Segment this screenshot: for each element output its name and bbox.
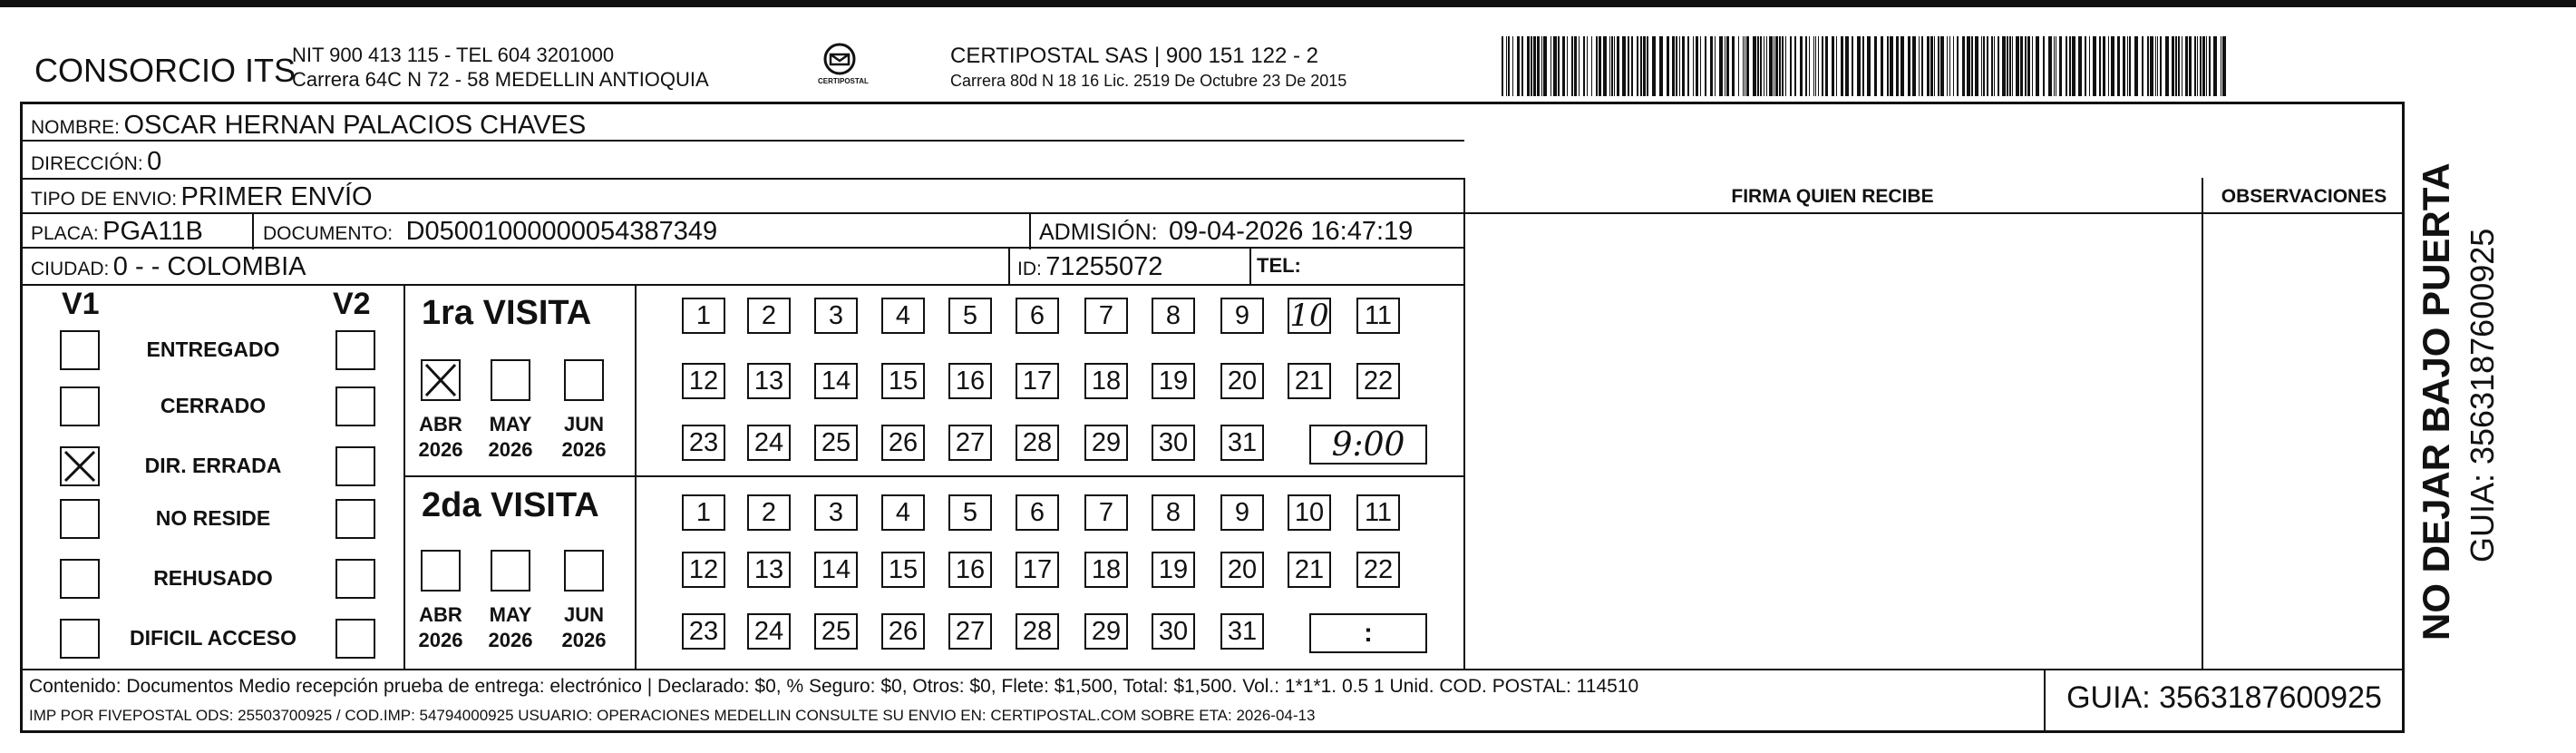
no-dejar-bajo-puerta: NO DEJAR BAJO PUERTA (2415, 162, 2457, 641)
visit2-day-box[interactable]: 22 (1356, 552, 1400, 588)
status-option-label: ENTREGADO (146, 337, 280, 361)
v2-label: V2 (333, 287, 371, 321)
direccion-value: 0 (147, 147, 162, 176)
visit2-day-box[interactable]: 29 (1084, 613, 1128, 650)
visit1-month-checkbox[interactable] (421, 359, 461, 401)
visit1-day-box[interactable]: 28 (1016, 425, 1059, 461)
visit1-day-box[interactable]: 14 (814, 363, 858, 399)
visit2-day-box[interactable]: 5 (948, 494, 992, 531)
admision-label: ADMISIÓN: (1039, 220, 1158, 245)
ciudad-value: 0 - - COLOMBIA (112, 252, 306, 281)
visit1-day-box[interactable]: 5 (948, 298, 992, 334)
barcode (1502, 36, 2227, 96)
visit2-day-box[interactable]: 27 (948, 613, 992, 650)
visit2-day-box[interactable]: 19 (1152, 552, 1195, 588)
status-v1-checkbox[interactable] (60, 446, 100, 486)
visit1-time-box[interactable]: 9:00 (1309, 425, 1427, 465)
nombre-value: OSCAR HERNAN PALACIOS CHAVES (123, 111, 587, 140)
visit1-day-box[interactable]: 8 (1152, 298, 1195, 334)
visit2-day-box[interactable]: 20 (1220, 552, 1264, 588)
visit1-day-box[interactable]: 6 (1016, 298, 1059, 334)
visit2-time-box[interactable]: : (1309, 613, 1427, 653)
visit1-day-box[interactable]: 29 (1084, 425, 1128, 461)
direccion-field (31, 149, 161, 175)
certipostal-info: CERTIPOSTAL SAS | 900 151 122 - 2 (950, 44, 1318, 68)
status-option-label: REHUSADO (153, 566, 273, 590)
company-address: Carrera 64C N 72 - 58 MEDELLIN ANTIOQUIA (292, 68, 709, 91)
certipostal-logo (818, 42, 869, 89)
status-v2-checkbox[interactable] (335, 446, 375, 486)
certipostal-license: Carrera 80d N 18 16 Lic. 2519 De Octubre 23 De 2015 (950, 72, 1347, 90)
visit1-day-box[interactable]: 20 (1220, 363, 1264, 399)
visit1-day-box[interactable]: 22 (1356, 363, 1400, 399)
visit2-month-checkbox[interactable] (564, 550, 604, 592)
visit2-day-box[interactable]: 12 (682, 552, 725, 588)
tel-label: TEL: (1257, 254, 1301, 277)
visit2-day-box[interactable]: 15 (881, 552, 925, 588)
visit1-day-box[interactable]: 25 (814, 425, 858, 461)
footer-contenido: Contenido: Documentos Medio recepción prueba de entrega: electrónico | Declarado: $0, % Seguro: $0, Otros: $0, Flete: $1,500, Total: $1,500. Vol.: 1*1*1. 0.5 1 Unid. COD. POSTAL: 114510 (29, 676, 1639, 697)
status-option-label: DIFICIL ACCESO (129, 626, 296, 650)
visit1-day-box[interactable]: 16 (948, 363, 992, 399)
visit1-month-checkbox[interactable] (564, 359, 604, 401)
status-v2-checkbox[interactable] (335, 619, 375, 659)
status-option-label: NO RESIDE (155, 506, 271, 530)
visit1-month-label: ABR 2026 (418, 413, 463, 461)
visit2-day-box[interactable]: 25 (814, 613, 858, 650)
visit1-day-box[interactable]: 19 (1152, 363, 1195, 399)
status-option-label: DIR. ERRADA (144, 454, 282, 477)
visit2-day-box[interactable]: 21 (1288, 552, 1331, 588)
nombre-label: NOMBRE: (31, 117, 121, 138)
status-v1-checkbox[interactable] (60, 619, 100, 659)
status-v2-checkbox[interactable] (335, 386, 375, 426)
visit1-day-box[interactable]: 21 (1288, 363, 1331, 399)
visit1-month-label: JUN 2026 (561, 413, 607, 461)
visit1-month-checkbox[interactable] (491, 359, 530, 401)
documento-value: D05001000000054387349 (405, 217, 718, 246)
check-mark-icon (62, 448, 98, 484)
visit1-day-box[interactable]: 18 (1084, 363, 1128, 399)
visit2-day-box[interactable]: 31 (1220, 613, 1264, 650)
ciudad-label: CIUDAD: (31, 259, 110, 279)
status-option-label: CERRADO (160, 394, 267, 417)
documento-label: DOCUMENTO: (263, 223, 394, 244)
placa-value: PGA11B (102, 217, 203, 246)
status-v2-checkbox[interactable] (335, 499, 375, 539)
check-mark-icon (423, 361, 459, 399)
footer-guia: GUIA: 3563187600925 (2066, 680, 2382, 715)
visit2-day-box[interactable]: 24 (747, 613, 791, 650)
visit2-month-label: ABR 2026 (418, 603, 463, 651)
placa-label: PLACA: (31, 223, 99, 244)
tipo-envio-label: TIPO DE ENVIO: (31, 189, 178, 210)
visit2-day-box[interactable]: 11 (1356, 494, 1400, 531)
visit2-day-box[interactable]: 6 (1016, 494, 1059, 531)
visit2-day-box[interactable]: 3 (814, 494, 858, 531)
visit2-day-box[interactable]: 18 (1084, 552, 1128, 588)
visit1-day-box[interactable]: 23 (682, 425, 725, 461)
visit2-day-box[interactable]: 17 (1016, 552, 1059, 588)
top-edge (0, 0, 2576, 7)
nombre-field (31, 112, 586, 139)
visit1-day-box[interactable]: 1 (682, 298, 725, 334)
status-v1-checkbox[interactable] (60, 330, 100, 370)
v1-label: V1 (62, 287, 100, 321)
firma-header: FIRMA QUIEN RECIBE (1731, 186, 1934, 207)
status-v2-checkbox[interactable] (335, 559, 375, 599)
visit2-day-box[interactable]: 1 (682, 494, 725, 531)
visit2-day-box[interactable]: 13 (747, 552, 791, 588)
visit2-month-checkbox[interactable] (421, 550, 461, 592)
side-guia: GUIA: 3563187600925 (2464, 228, 2501, 562)
visit2-month-label: MAY 2026 (488, 603, 533, 651)
id-label: ID: (1017, 259, 1042, 279)
visit1-day-box[interactable]: 7 (1084, 298, 1128, 334)
envelope-logo-icon (820, 42, 860, 76)
visit2-day-box[interactable]: 16 (948, 552, 992, 588)
visit1-day-box[interactable]: 31 (1220, 425, 1264, 461)
visit2-day-box[interactable]: 26 (881, 613, 925, 650)
visit1-day-box[interactable]: 27 (948, 425, 992, 461)
visit1-day-box[interactable]: 30 (1152, 425, 1195, 461)
id-value: 71255072 (1045, 252, 1163, 281)
footer-impresion: IMP POR FIVEPOSTAL ODS: 25503700925 / COD.IMP: 54794000925 USUARIO: OPERACIONES MEDELLIN CONSULTE SU ENVIO EN: CERTIPOSTAL.COM SOBRE ETA: 2026-04-13 (29, 707, 1316, 724)
visit1-day-box[interactable]: 9 (1220, 298, 1264, 334)
status-v2-checkbox[interactable] (335, 330, 375, 370)
visit2-month-checkbox[interactable] (491, 550, 530, 592)
visit1-day-box[interactable]: 12 (682, 363, 725, 399)
visit1-day-box[interactable]: 24 (747, 425, 791, 461)
visit2-day-box[interactable]: 14 (814, 552, 858, 588)
admision-field (1039, 219, 1413, 245)
visit2-day-box[interactable]: 9 (1220, 494, 1264, 531)
visit1-day-box[interactable]: 15 (881, 363, 925, 399)
visit1-day-box[interactable]: 4 (881, 298, 925, 334)
visit2-day-box[interactable]: 30 (1152, 613, 1195, 650)
ciudad-field (31, 254, 306, 280)
status-v1-checkbox[interactable] (60, 559, 100, 599)
visit1-day-box[interactable]: 26 (881, 425, 925, 461)
firma-area[interactable] (1465, 214, 2202, 668)
visit2-title: 2da VISITA (422, 486, 599, 524)
id-field (1017, 254, 1162, 280)
visit1-day-box-marked[interactable]: 10 (1288, 298, 1331, 334)
company-name: CONSORCIO ITS (34, 52, 296, 89)
visit1-day-box[interactable]: 17 (1016, 363, 1059, 399)
visit2-day-box[interactable]: 2 (747, 494, 791, 531)
observaciones-area[interactable] (2203, 214, 2405, 668)
tipo-envio-field (31, 184, 373, 210)
visit2-day-box[interactable]: 7 (1084, 494, 1128, 531)
visit2-day-box[interactable]: 4 (881, 494, 925, 531)
admision-value: 09-04-2026 16:47:19 (1169, 217, 1414, 246)
visit2-day-box[interactable]: 8 (1152, 494, 1195, 531)
company-nit: NIT 900 413 115 - TEL 604 3201000 (292, 44, 615, 66)
logo-caption: CERTIPOSTAL (818, 77, 869, 85)
visit1-title: 1ra VISITA (422, 294, 592, 332)
visit1-day-box[interactable]: 13 (747, 363, 791, 399)
direccion-label: DIRECCIÓN: (31, 153, 143, 174)
tipo-envio-value: PRIMER ENVÍO (180, 182, 373, 211)
observaciones-header: OBSERVACIONES (2221, 186, 2387, 207)
status-v1-checkbox[interactable] (60, 499, 100, 539)
documento-field (263, 219, 717, 245)
visit1-day-box[interactable]: 2 (747, 298, 791, 334)
visit2-month-label: JUN 2026 (561, 603, 607, 651)
placa-field (31, 219, 203, 245)
visit2-day-box[interactable]: 23 (682, 613, 725, 650)
visit2-day-box[interactable]: 28 (1016, 613, 1059, 650)
visit2-day-box[interactable]: 10 (1288, 494, 1331, 531)
visit1-month-label: MAY 2026 (488, 413, 533, 461)
visit1-day-box[interactable]: 11 (1356, 298, 1400, 334)
visit1-day-box[interactable]: 3 (814, 298, 858, 334)
status-v1-checkbox[interactable] (60, 386, 100, 426)
